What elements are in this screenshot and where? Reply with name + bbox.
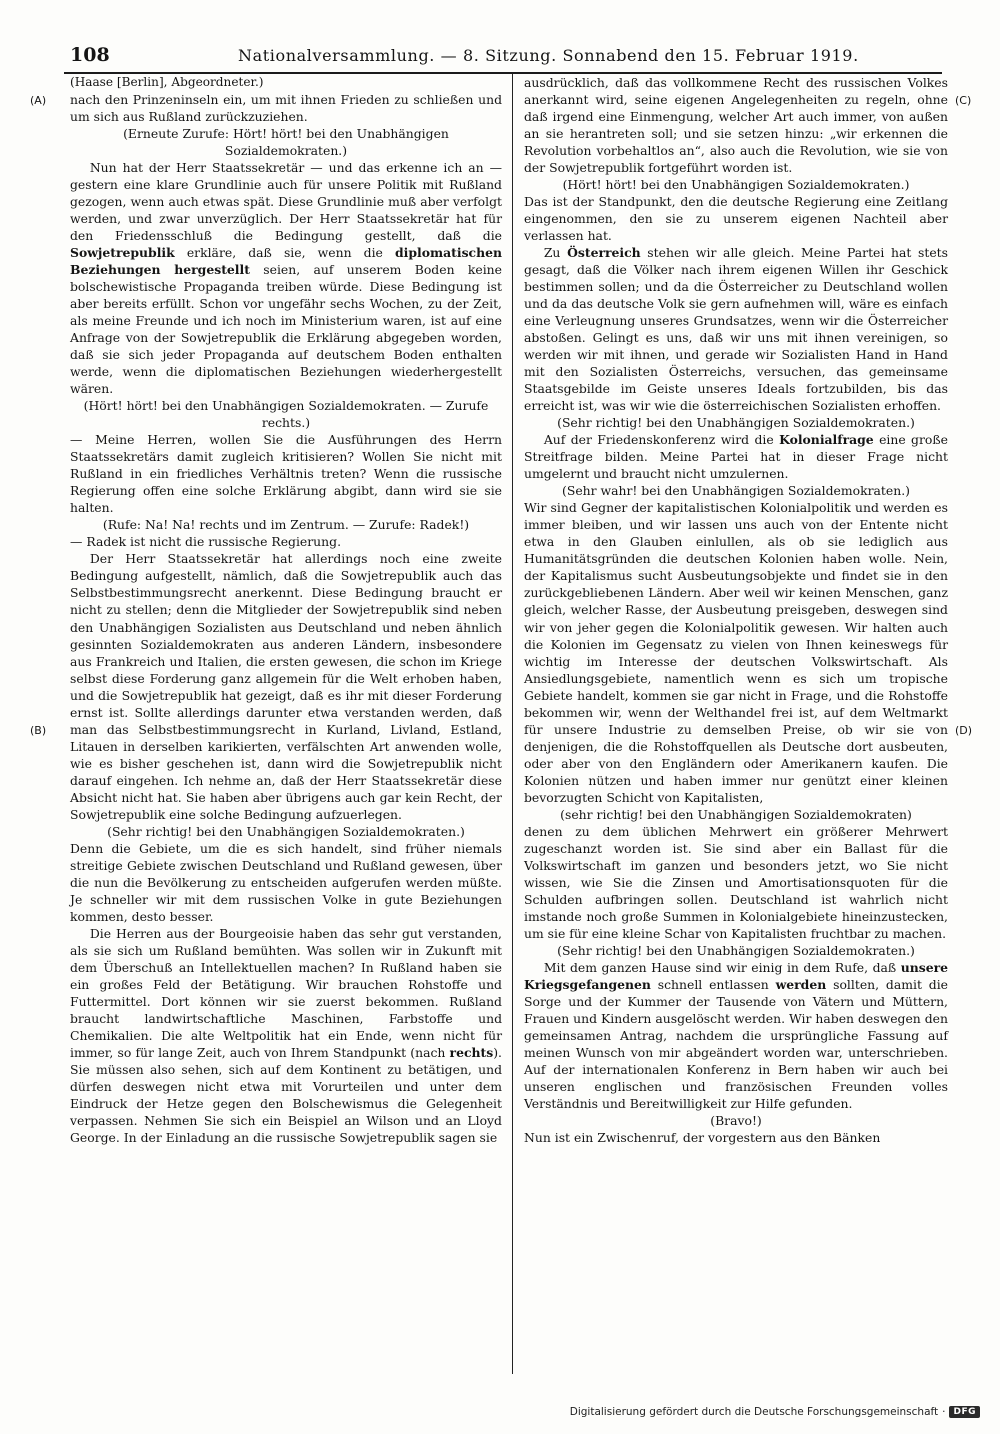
interjection: (Sehr richtig! bei den Unabhängigen Sozialdemokraten.) [107, 823, 465, 839]
paragraph: Zu Österreich stehen wir alle gleich. Meine Partei hat stets gesagt, daß die Völker nach ihrem eigenen Willen ihr Geschick bestimmen sollen; und da die Österreicher zu Deutschland wollen und da das deutsche Volk sie gern aufnehmen will, wäre es einfach eine Verleugnung unseres Grundsatzes, wenn wir die Österreicher abstoßen. Gelingt es uns, daß wir uns mit ihnen vereinigen, so werden wir mit ihnen, und gerade wir Sozialisten Hand in Hand mit den Sozialisten Österreichs, versuchen, das gemeinsame Staatsgebilde im Geiste unseres Ideals fortzubilden, bis das erreicht ist, was wir wie die österreichischen Sozialisten erhoffen. [524, 245, 948, 414]
footer-credit [570, 1406, 980, 1418]
paragraph: — Radek ist nicht die russische Regierung. [70, 534, 342, 550]
margin-marker-a: (A) [30, 94, 47, 107]
paragraph: Die Herren aus der Bourgeoisie haben das sehr gut verstanden, als sie sich um Rußland bemühten. Was sollen wir in Zukunft mit dem Überschuß an Intellektuellen machen? In Rußland haben sie ein großes Feld der Betätigung. Wir brauchen Rohstoffe und Futtermittel. Dort können wir sie zuerst bekommen. Rußland braucht landwirtschaftliche Maschinen, Farbstoffe und Chemikalien. Die alte Weltpolitik hat ein Ende, wenn nicht für immer, so für lange Zeit, auch von Ihrem Standpunkt (nach rechts). Sie müssen also sehen, sich auf dem Kontinent zu betätigen, und dürfen deswegen nicht etwa mit Vorurteilen und unter dem Eindruck der Hetze gegen den Bolschewismus die Gelegenheit verpassen. Nehmen Sie sich ein Beispiel an Wilson und an Lloyd George. In der Einladung an die russische Sowjetrepublik sagen sie [70, 925, 502, 1145]
interjection: (Bravo!) [710, 1112, 762, 1128]
paragraph: Nun ist ein Zwischenruf, der vorgestern aus den Bänken [524, 1129, 881, 1145]
paragraph: Das ist der Standpunkt, den die deutsche Regierung eine Zeitlang eingenommen, den sie zu unserem eigenen Nachteil aber verlassen hat. [524, 194, 948, 244]
interjection: (Sehr richtig! bei den Unabhängigen Sozialdemokraten.) [557, 942, 915, 958]
running-title: Nationalversammlung. — 8. Sitzung. Sonnabend den 15. Februar 1919. [238, 46, 859, 65]
paragraph: Der Herr Staatssekretär hat allerdings noch eine zweite Bedingung aufgestellt, nämlich, daß die Sowjetrepublik auch das Selbstbestimmungsrecht anerkennt. Diese Bedingung braucht er nicht zu stellen; denn die Mitglieder der Sowjetrepublik sind neben den Unabhängigen Sozialisten aus Deutschland und neben ähnlich gesinnten Sozialdemokraten aus anderen Ländern, insbesondere aus Frankreich und Italien, die ersten gewesen, die schon im Kriege selbst diese Forderung ganz allgemein für die Welt erhoben haben, und die Sowjetrepublik hat gezeigt, daß es ihr mit dieser Forderung ernst ist. Sollte allerdings darunter etwa verstanden werden, daß man das Selbstbestimmungsrecht in Kurland, Livland, Estland, Litauen in derselben karikierten, verfälschten Art anwenden wolle, wie es bisher geschehen ist, dann wird die Sowjetrepublik nicht darauf eingehen. Ich nehme an, daß der Herr Staatssekretär diese Absicht nicht hat. Sie haben aber übrigens auch gar kein Recht, der Sowjetrepublik eine solche Bedingung aufzuerlegen. [70, 551, 502, 822]
emphasis: Sowjetrepublik [70, 245, 175, 261]
paragraph: ausdrücklich, daß das vollkommene Recht des russischen Volkes anerkannt wird, seine eigenen Angelegenheiten zu regeln, ohne daß irgend eine Einmengung, welcher Art auch immer, von außen an sie herantreten soll; und sie setzen hinzu: „wir erkennen die Revolution vorbehaltlos an“, also auch die Revolution, wie sie von der Sowjetrepublik fortgeführt worden ist. [524, 75, 948, 176]
interjection: (Hört! hört! bei den Unabhängigen Sozialdemokraten. — Zurufe rechts.) [83, 398, 489, 431]
emphasis: Österreich [567, 245, 641, 261]
paragraph: Nun hat der Herr Staatssekretär — und das erkenne ich an — gestern eine klare Grundlinie auch für unsere Politik mit Rußland gezogen, wenn auch etwas spät. Diese Grundlinie muß aber verfolgt werden, und zwar unverzüglich. Der Herr Staatssekretär hat für den Friedensschluß die Bedingung gestellt, daß die Sowjetrepublik erkläre, daß sie, wenn die diplomatischen Beziehungen hergestellt seien, auf unserem Boden keine bolschewistische Propaganda treiben würde. Diese Bedingung ist aber bereits erfüllt. Schon vor ungefähr sechs Wochen, zu der Zeit, als meine Freunde und ich noch im Ministerium waren, ist auf eine Anfrage von der Sowjetrepublik die Erklärung abgegeben worden, daß sie sich jeder Propaganda auf deutschem Boden enthalten werde, wenn die diplomatischen Beziehungen wiederhergestellt wären. [70, 160, 502, 397]
margin-marker-b: (B) [30, 724, 47, 737]
interjection: (sehr richtig! bei den Unabhängigen Sozialdemokraten) [560, 806, 912, 822]
interjection: (Sehr richtig! bei den Unabhängigen Sozialdemokraten.) [557, 415, 915, 431]
right-column [524, 74, 948, 1146]
interjection: (Erneute Zurufe: Hört! hört! bei den Unabhängigen Sozialdemokraten.) [123, 126, 449, 159]
interjection: (Sehr wahr! bei den Unabhängigen Sozialdemokraten.) [562, 483, 910, 499]
interjection: (Rufe: Na! Na! rechts und im Zentrum. — Zurufe: Radek!) [102, 517, 470, 533]
paragraph: nach den Prinzeninseln ein, um mit ihnen Frieden zu schließen und um sich aus Rußland zurückzuziehen. [70, 92, 502, 125]
interjection: (Hört! hört! bei den Unabhängigen Sozialdemokraten.) [562, 177, 910, 193]
speaker-label: (Haase [Berlin], Abgeordneter.) [70, 75, 264, 89]
footer-text: Digitalisierung gefördert durch die Deutsche Forschungsgemeinschaft [569, 1406, 939, 1418]
margin-marker-c: (C) [955, 94, 972, 107]
emphasis: diplomatischen Beziehungen hergestellt [70, 245, 502, 278]
emphasis: Kolonialfrage [779, 432, 874, 448]
emphasis: unsere Kriegsgefangenen [524, 959, 948, 992]
paragraph: — Meine Herren, wollen Sie die Ausführungen des Herrn Staatssekretärs damit zugleich kritisieren? Wollen Sie nicht mit Rußland in ein friedliches Verhältnis treten? Wenn die russische Regierung offen eine solche Erklärung abgibt, dann wird sie sie halten. [70, 432, 502, 516]
emphasis: rechts [449, 1044, 494, 1060]
emphasis: werden [775, 976, 827, 992]
paragraph: Auf der Friedenskonferenz wird die Kolonialfrage eine große Streitfrage bilden. Meine Partei hat in dieser Frage nicht umgelernt und braucht nicht umzulernen. [524, 432, 948, 482]
page-number: 108 [70, 44, 110, 66]
paragraph: Wir sind Gegner der kapitalistischen Kolonialpolitik und werden es immer bleiben, und wir lassen uns auch von der Entente nicht etwa in den Glauben einlullen, als ob sie lediglich aus Humanitätsgründen die deutschen Kolonien haben wolle. Nein, der Kapitalismus sucht Ausbeutungsobjekte und findet sie in den zurückgebliebenen Ländern. Aber weil wir keinen Menschen, ganz gleich, welcher Rasse, der Ausbeutung preisgeben, deswegen sind wir von jeher gegen die Kolonialpolitik gewesen. Wir halten auch die Kolonien im Gegensatz zu vielen von Ihnen keineswegs für wichtig im Interesse der deutschen Volkswirtschaft. Als Ansiedlungsgebiete, namentlich wenn es sich um tropische Gebiete handelt, kommen sie gar nicht in Frage, und die Rohstoffe bekommen wir, wenn der Welthandel frei ist, auf dem Weltmarkt für unsere Industrie zu demselben Preise, ob wir sie von denjenigen, die die Rohstoffquellen als Deutsche dort ausbeuten, oder aber von den Engländern oder Amerikanern kaufen. Die Kolonien nützen und haben immer nur genützt einer kleinen bevorzugten Schicht von Kapitalisten, [524, 500, 948, 805]
paragraph: Denn die Gebiete, um die es sich handelt, sind früher niemals streitige Gebiete zwischen Deutschland und Rußland gewesen, über die nun die Bevölkerung zu entscheiden aufgerufen werden müßte. Je schneller wir mit dem russischen Volke in gute Beziehungen kommen, desto besser. [70, 840, 502, 924]
footer-separator: · [942, 1406, 946, 1418]
margin-marker-d: (D) [955, 724, 973, 737]
paragraph: denen zu dem üblichen Mehrwert ein größerer Mehrwert zugeschanzt worden ist. Sie sind aber ein Ballast für die Volkswirtschaft im ganzen und besonders jetzt, wo Sie nicht wissen, wie Sie die Zinsen und Amortisationsquoten für die Schulden aufbringen sollen. Deutschland ist wahrlich nicht imstande noch große Summen in Kolonialgebiete hineinzustecken, um sie für eine kleine Schar von Kapitalisten fruchtbar zu machen. [524, 823, 948, 941]
column-divider [512, 74, 513, 1374]
left-column [70, 74, 502, 1146]
dfg-logo-icon: DFG [949, 1406, 980, 1418]
paragraph: Mit dem ganzen Hause sind wir einig in dem Rufe, daß unsere Kriegsgefangenen schnell entlassen werden sollten, damit die Sorge und der Kummer der Tausende von Vätern und Müttern, Frauen und Kindern ausgelöscht werden. Wir haben deswegen den gemeinsamen Antrag, nachdem die ursprüngliche Fassung auf meinen Wunsch von mir abgeändert worden war, unterschrieben. Auf der internationalen Konferenz in Bern haben wir auch bei unseren englischen und französischen Freunden volles Verständnis und Bereitwilligkeit zur Hilfe gefunden. [524, 959, 948, 1111]
